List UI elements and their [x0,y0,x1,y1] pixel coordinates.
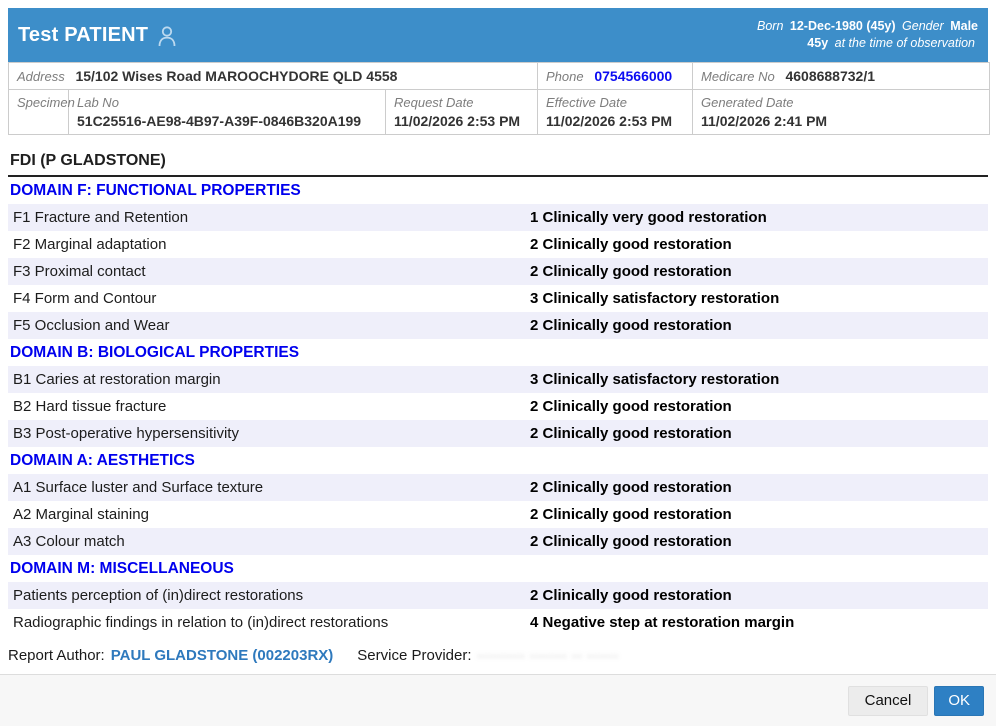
generated-date-cell [693,90,990,135]
table-row [8,258,988,285]
request-date-cell [386,90,538,135]
table-row [8,204,988,231]
rating-value: 2 Clinically good restoration [530,263,732,280]
patient-banner [8,8,988,62]
rating-value: 2 Clinically good restoration [530,479,732,496]
rating-value: 1 Clinically very good restoration [530,209,767,226]
author-line [8,647,988,664]
generated-date-value: 11/02/2026 2:41 PM [701,113,828,129]
request-date-value: 11/02/2026 2:53 PM [394,113,521,129]
table-row [8,420,988,447]
table-row [8,285,988,312]
criterion-label: F5 Occlusion and Wear [13,317,170,334]
address-value: 15/102 Wises Road MAROOCHYDORE QLD 4558 [75,68,398,84]
service-provider-label: Service Provider: [357,647,472,664]
criterion-label: B1 Caries at restoration margin [13,371,221,388]
criterion-label: A3 Colour match [13,533,125,550]
criterion-label: Radiographic findings in relation to (in)direct restorations [13,614,389,631]
rating-value: 3 Clinically satisfactory restoration [530,290,780,307]
person-icon [156,22,178,48]
criterion-label: F1 Fracture and Retention [13,209,189,226]
specimen-cell [9,90,75,135]
gender-value: Male [950,19,978,33]
born-value: 12-Dec-1980 (45y) [789,19,896,33]
table-row [8,582,988,609]
medicare-cell [693,63,990,90]
lab-no-label: Lab No [77,95,119,110]
domain-a-heading: DOMAIN A: AESTHETICS [10,452,195,469]
age-note: at the time of observation [834,36,975,50]
table-row [8,609,988,636]
criterion-label: B3 Post-operative hypersensitivity [13,425,239,442]
ok-button[interactable]: OK [934,686,984,716]
gender-label: Gender [902,19,944,33]
rating-value: 3 Clinically satisfactory restoration [530,371,780,388]
rating-value: 2 Clinically good restoration [530,317,732,334]
phone-label: Phone [546,69,584,84]
criterion-label: B2 Hard tissue fracture [13,398,167,415]
specimen-label: Specimen [17,95,75,110]
criterion-label: A1 Surface luster and Surface texture [13,479,264,496]
report-author-link[interactable]: PAUL GLADSTONE (002203RX) [110,647,334,664]
criterion-label: F2 Marginal adaptation [13,236,167,253]
generated-date-label: Generated Date [701,95,794,110]
criterion-label: F3 Proximal contact [13,263,146,280]
request-date-label: Request Date [394,95,474,110]
medicare-value: 4608688732/1 [785,68,876,84]
address-row [9,63,990,90]
age-value: 45y [807,36,829,50]
table-row [8,501,988,528]
born-label: Born [757,19,784,33]
effective-date-label: Effective Date [546,95,627,110]
rating-value: 2 Clinically good restoration [530,398,732,415]
table-row [8,231,988,258]
service-provider-value-redacted: ········· ······· ·· ······ [477,648,620,663]
domain-f-heading: DOMAIN F: FUNCTIONAL PROPERTIES [10,182,301,199]
table-row [8,366,988,393]
specimen-row [9,90,990,135]
criterion-label: F4 Form and Contour [13,290,157,307]
rating-value: 2 Clinically good restoration [530,236,732,253]
effective-date-value: 11/02/2026 2:53 PM [546,113,673,129]
domain-b-heading: DOMAIN B: BIOLOGICAL PROPERTIES [10,344,300,361]
domain-m-heading: DOMAIN M: MISCELLANEOUS [10,560,234,577]
rating-value: 2 Clinically good restoration [530,506,732,523]
table-row [8,474,988,501]
table-row [8,312,988,339]
patient-info-table [8,62,990,135]
address-cell [9,63,538,90]
phone-link[interactable]: 0754566000 [594,68,673,84]
effective-date-cell [538,90,693,135]
rating-value: 2 Clinically good restoration [530,533,732,550]
patient-name: Test PATIENT [18,23,149,46]
dialog-footer [0,674,996,726]
medicare-label: Medicare No [701,69,775,84]
table-row [8,528,988,555]
table-row [8,393,988,420]
rating-value: 4 Negative step at restoration margin [530,614,795,631]
patient-meta [754,18,978,52]
lab-no-cell [69,90,386,135]
lab-no-value: 51C25516-AE98-4B97-A39F-0846B320A199 [77,113,362,129]
rating-value: 2 Clinically good restoration [530,587,732,604]
phone-cell [538,63,693,90]
criterion-label: A2 Marginal staining [13,506,149,523]
rating-value: 2 Clinically good restoration [530,425,732,442]
report-author-label: Report Author: [8,647,105,664]
fdi-report [8,150,988,664]
report-title: FDI (P GLADSTONE) [8,150,988,177]
criterion-label: Patients perception of (in)direct restorations [13,587,304,604]
address-label: Address [17,69,65,84]
cancel-button[interactable]: Cancel [848,686,929,716]
